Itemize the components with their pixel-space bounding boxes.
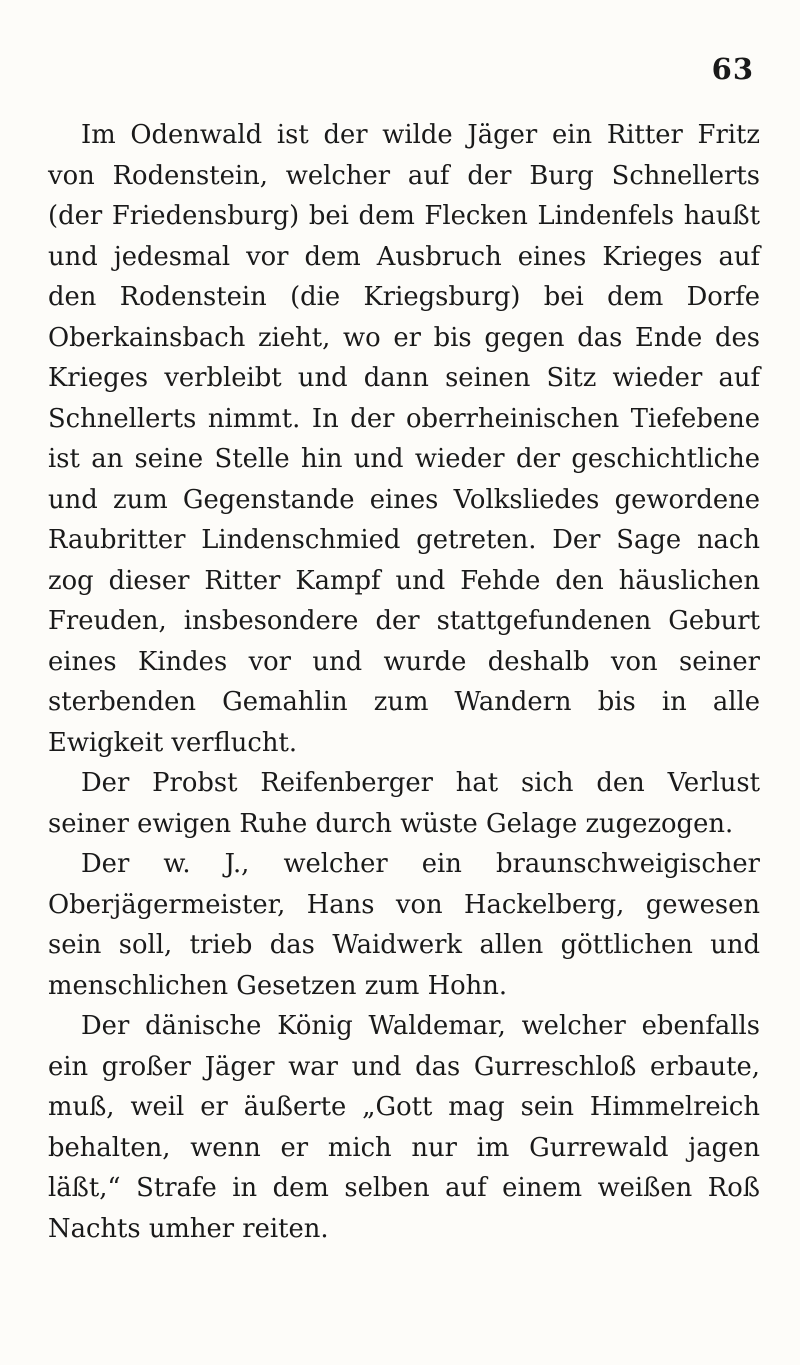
paragraph-hackelberg: Der w. J., welcher ein braunschweigischer Oberjägermeister, Hans von Hackelberg, gewesen sein soll, trieb das Waidwerk allen göttlichen und menschlichen Gesetzen zum Hohn. (48, 849, 760, 1001)
page-number: 63 (711, 52, 754, 86)
paragraph-odenwald: Im Odenwald ist der wilde Jäger ein Ritter Fritz von Rodenstein, welcher auf der Burg Schnellerts (der Friedensburg) bei dem Flecken Lindenfels haußt und jedesmal vor dem Ausbruch eines Krieges auf den Rodenstein (die Kriegsburg) bei dem Dorfe Oberkainsbach zieht, wo er bis gegen das Ende des Krieges verbleibt und dann seinen Sitz wieder auf Schnellerts nimmt. In der oberrheinischen Tiefebene ist an seine Stelle hin und wieder der geschichtliche und zum Gegenstande eines Volksliedes gewordene Raubritter Lindenschmied getreten. Der Sage nach zog dieser Ritter Kampf und Fehde den häuslichen Freuden, insbesondere der stattgefundenen Geburt eines Kindes vor und wurde deshalb von seiner sterbenden Gemahlin zum Wandern bis in alle Ewigkeit verflucht. (48, 120, 760, 758)
paragraph-waldemar: Der dänische König Waldemar, welcher ebenfalls ein großer Jäger war und das Gurreschloß erbaute, muß, weil er äußerte „Gott mag sein Himmelreich behalten, wenn er mich nur im Gurrewald jagen läßt,“ Strafe in dem selben auf einem weißen Roß Nachts umher reiten. (48, 1011, 760, 1244)
paragraph-probst: Der Probst Reifenberger hat sich den Verlust seiner ewigen Ruhe durch wüste Gelage zugezogen. (48, 768, 760, 839)
body-text (48, 115, 760, 1249)
